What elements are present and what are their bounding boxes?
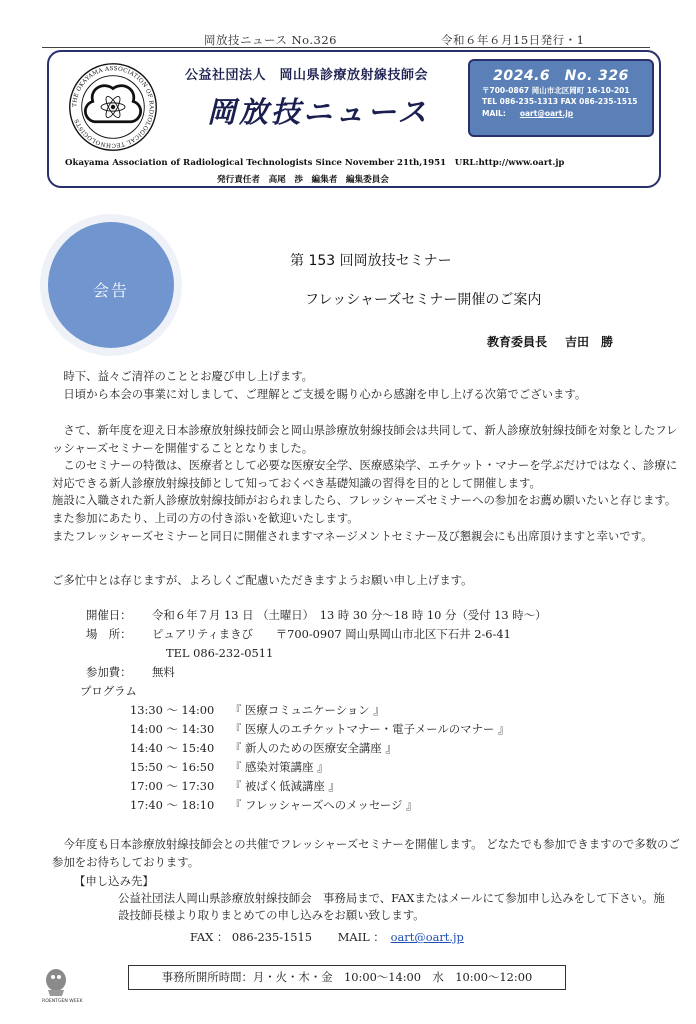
seminar-title: 第 153 回岡放技セミナー <box>290 253 452 269</box>
signer-role: 教育委員長 <box>487 335 548 349</box>
issue-mail-row <box>482 108 652 119</box>
program-item-title: 『 フレッシャーズへのメッセージ 』 <box>230 798 418 812</box>
contact-mail-link[interactable]: oart@oart.jp <box>390 930 464 944</box>
issue-mail-link[interactable]: oart@oart.jp <box>519 109 574 118</box>
program-item <box>86 777 546 796</box>
event-fee-value: 無料 <box>152 665 175 679</box>
program-item-time: 15:50 ～ 16:50 <box>130 760 215 774</box>
event-place-value: ピュアリティまきび 〒700-0907 岡山県岡山市北区下石井 2-6-41 <box>152 627 511 641</box>
body-paragraph-2: このセミナーの特徴は、医療者として必要な医療安全学、医療感染学、エチケット・マナーを学ぶだけではなく、診療に対応できる新人診療放射線技師として知っておくべき基礎知識の習得を目的として開催します。 <box>52 458 678 490</box>
office-hours-box: 事務所開所時間：月・火・木・金 10:00～14:00 水 10:00～12:00 <box>128 965 566 990</box>
organization-name: 公益社団法人 岡山県診療放射線技師会 <box>185 68 429 83</box>
issue-number: 2024.6 No. 326 <box>493 68 629 84</box>
top-divider <box>42 47 650 48</box>
running-header-news: 岡放技ニュース No.326 <box>204 33 337 47</box>
program-item <box>86 720 546 739</box>
program-item-time: 14:00 ～ 14:30 <box>130 722 215 736</box>
event-tel: TEL 086-232-0511 <box>166 646 274 660</box>
program-item-title: 『 新人のための医療安全講座 』 <box>230 741 397 755</box>
cosponsor-paragraph: 今年度も日本診療放射線技師会との共催でフレッシャーズセミナーを開催します。 どなたでも参加できますので多数のご参加をお待ちしております。 <box>52 837 680 869</box>
apply-heading: 【申し込み先】 <box>74 874 154 888</box>
event-details <box>80 606 547 815</box>
greeting-paragraph <box>52 368 680 403</box>
event-place-row <box>86 625 546 644</box>
program-list <box>86 701 546 815</box>
association-logo-icon <box>67 61 159 153</box>
event-place-label: 場 所： <box>86 627 132 641</box>
body-paragraph-4: またフレッシャーズセミナーと同日に開催されますマネージメントセミナー及び懇親会にも出席頂けますと幸いです。 <box>52 528 653 543</box>
program-item-title: 『 医療コミュニケーション 』 <box>230 703 385 717</box>
event-date-row <box>86 606 546 625</box>
notice-badge-label: 会告 <box>92 281 129 300</box>
editors-line: 発行責任者 高尾 渉 編集者 編集委員会 <box>217 175 389 185</box>
program-item <box>86 758 546 777</box>
program-item-title: 『 感染対策講座 』 <box>230 760 329 774</box>
body-paragraph-3: 施設に入職された新人診療放射線技師がおられましたら、フレッシャーズセミナーへの参加をお薦め願いたいと存じます。また参加にあたり、上司の方の付き添いを歓迎いたします。 <box>52 493 677 525</box>
contact-line <box>190 929 464 945</box>
event-date-label: 開催日： <box>86 608 132 622</box>
program-item-title: 『 医療人のエチケットマナー・電子メールのマナー 』 <box>230 722 510 736</box>
greeting-line-1: 時下、益々ご清祥のこととお慶び申し上げます。 <box>52 369 314 383</box>
program-item <box>86 739 546 758</box>
roentgen-week-caption: ROENTGEN WEEK <box>42 999 83 1004</box>
event-fee-label: 参加費： <box>86 665 132 679</box>
greeting-line-2: 日頃から本会の事業に対しまして、ご理解とご支援を賜り心から感謝を申し上げる次第でございます。 <box>52 386 587 401</box>
seminar-subtitle: フレッシャーズセミナー開催のご案内 <box>305 292 542 308</box>
issue-tel-fax: TEL 086-235-1313 FAX 086-235-1515 <box>482 97 638 106</box>
notice-badge <box>48 222 174 348</box>
program-item-time: 14:40 ～ 15:40 <box>130 741 215 755</box>
roentgen-week-logo-icon <box>38 966 98 1006</box>
signer <box>487 333 613 350</box>
program-item <box>86 796 546 815</box>
signer-name: 吉田 勝 <box>565 335 614 349</box>
issue-address: 〒700-0867 岡山市北区岡町 16-10-201 <box>482 86 630 95</box>
program-label: プログラム <box>80 684 137 698</box>
masthead <box>47 50 661 188</box>
event-date-value: 令和６年７月 13 日 （土曜日） 13 時 30 分～18 時 10 分（受付 13 時～） <box>152 608 547 622</box>
logo-ring-text: THE OKAYAMA ASSOCIATION OF RADIOLOGICAL TECHNOLOGISTS <box>72 66 154 148</box>
body-paragraphs <box>52 422 680 545</box>
program-item-time: 13:30 ～ 14:00 <box>130 703 215 717</box>
event-fee-row <box>86 663 546 682</box>
program-item <box>86 701 546 720</box>
issue-mail-label: MAIL: <box>482 109 506 118</box>
contact-mail-label: MAIL ： <box>337 930 385 944</box>
issue-info-box <box>468 59 654 137</box>
running-header-date: 令和６年６月15日発行・1 <box>441 33 585 47</box>
program-item-time: 17:40 ～ 18:10 <box>130 798 215 812</box>
program-item-title: 『 被ばく低減講座 』 <box>230 779 340 793</box>
program-item-time: 17:00 ～ 17:30 <box>130 779 215 793</box>
english-tagline: Okayama Association of Radiological Technologists Since November 21th,1951 URL:http://www.oart.jp <box>65 158 565 168</box>
running-header <box>204 32 585 48</box>
contact-fax: FAX ： 086-235-1515 <box>190 930 313 944</box>
body-paragraph-1: さて、新年度を迎え日本診療放射線技師会と岡山県診療放射線技師会は共同して、新人診療放射線技師を対象としたフレッシャーズセミナーを開催することとなりました。 <box>52 423 678 455</box>
newsletter-title: 岡放技ニュース <box>207 95 430 129</box>
closing-line: ご多忙中とは存じますが、よろしくご配慮いただきますようお願い申し上げます。 <box>52 573 473 587</box>
apply-body: 公益社団法人岡山県診療放射線技師会 事務局まで、FAXまたはメールにて参加申し込みをして下さい。施設技師長様より取りまとめての申し込みをお願い致します。 <box>118 891 665 923</box>
